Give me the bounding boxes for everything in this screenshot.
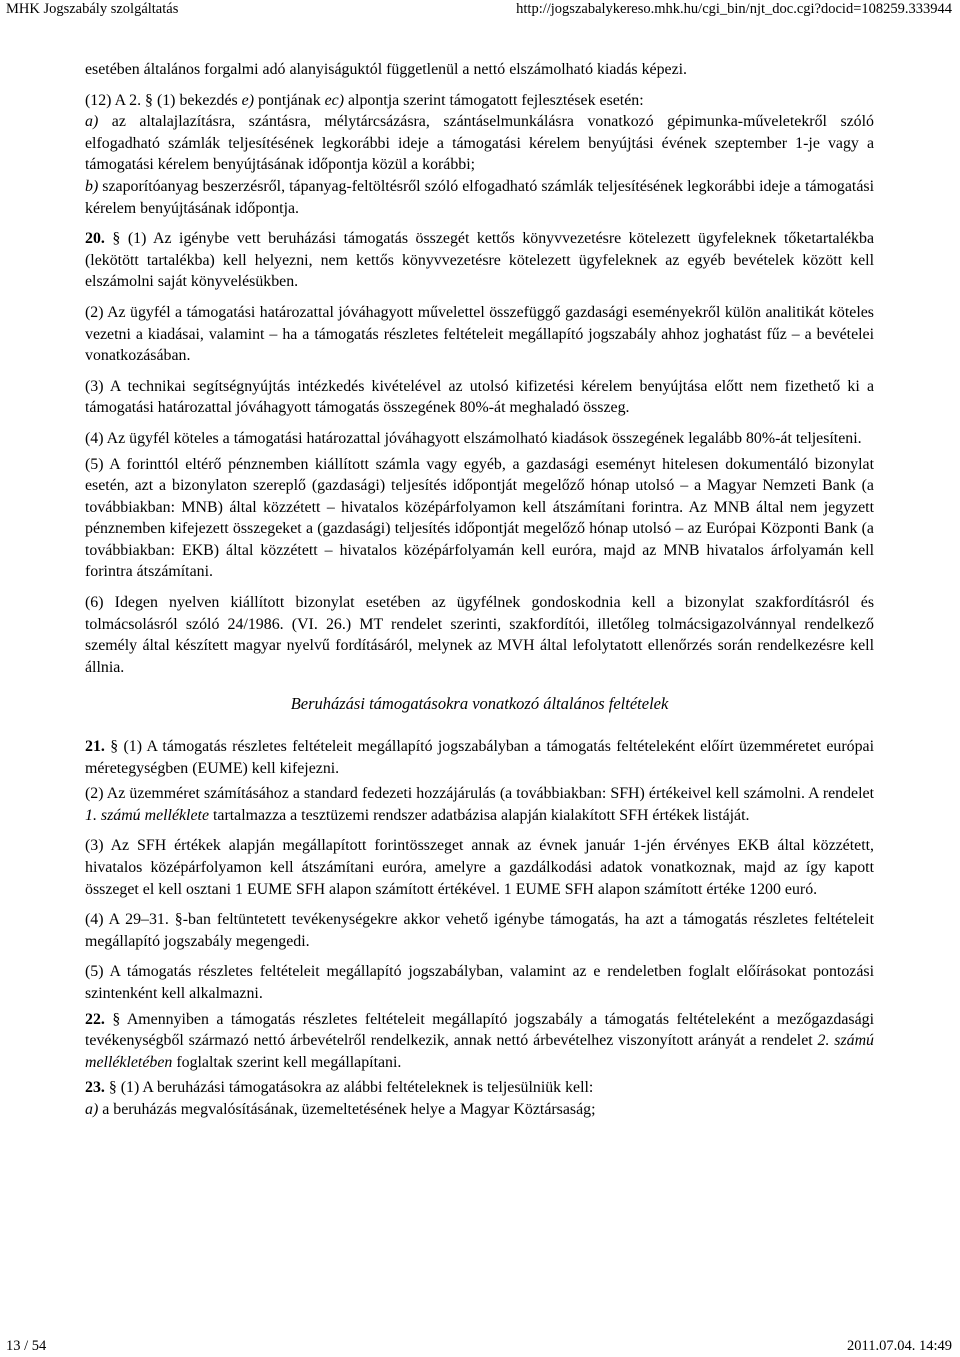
print-datetime: 2011.07.04. 14:49 [847, 1338, 952, 1354]
page-header [0, 0, 960, 24]
page-number: 13 / 54 [6, 1338, 47, 1354]
document-body [85, 59, 874, 1121]
section-number: 20. [85, 230, 105, 248]
annex-reference: 1. számú melléklete [85, 806, 209, 824]
section-number: 21. [85, 738, 105, 756]
paragraph: (5) A forinttól eltérő pénznemben kiállított számla vagy egyéb, a gazdasági eseményt hitelesen dokumentáló bizonylat esetén, azt a bizonylaton szereplő (gazdasági) teljesítés időpontját megelőző hónap utolsó – a Magyar Nemzeti Bank (a továbbiakban: MNB) által közzétett – hivatalos középárfolyamon kell átszámítani forintra. Az MNB által nem jegyzett pénznemben kifejezett összegeket a (gazdasági) teljesítés időpontját megelőző hónap utolsó – az Európai Központi Bank (a továbbiakban: EKB) által közzétett – hivatalos középárfolyamán kell euróra, majd az MNB hivatalos árfolyamán kell forintra átszámítani. [85, 455, 874, 581]
paragraph: (4) Az ügyfél köteles a támogatási határozattal jóváhagyott elszámolható kiadások összegének legalább 80%-át teljesíteni. [85, 429, 862, 447]
paragraph: (2) Az üzemméret számításához a standard fedezeti hozzájárulás (a továbbiakban: SFH) értékeivel kell számolni. A rendelet 1. számú melléklete tartalmazza a tesztüzemi rendszer adatbázisa alapján kialakított SFH értékek listáját. [85, 785, 874, 824]
section-paragraph: 21. § (1) A támogatás részletes feltételeit megállapító jogszabályban a támogatás feltételeként előírt üzemméretet európai méretegységben (EUME) kell kifejezni. [85, 738, 874, 777]
page-footer [0, 1338, 960, 1357]
header-source: MHK Jogszabály szolgáltatás [6, 1, 179, 17]
section-number: 22. [85, 1010, 105, 1028]
paragraph: (2) Az ügyfél a támogatási határozattal jóváhagyott művelettel összefüggő gazdasági eseményekről külön analitikát köteles vezetni a kiadásai, valamint – ha a támogatás részletes feltételeit megállapító jogszabály ahhoz joghatást fűz – a bevételei vonatkozásában. [85, 303, 874, 365]
paragraph: (12) A 2. § (1) bekezdés e) pontjának ec) alpontja szerint támogatott fejlesztések esetén: [85, 91, 644, 109]
section-heading: Beruházási támogatásokra vonatkozó általános feltételek [290, 694, 669, 714]
paragraph: esetében általános forgalmi adó alanyiságuktól függetlenül a nettó elszámolható kiadás képezi. [85, 61, 688, 78]
annex-reference: 2. számú mellékletében [85, 1032, 874, 1071]
paragraph: (5) A támogatás részletes feltételeit megállapító jogszabályban, valamint az e rendeletben foglalt előírásokat pontozási szintenként kell alkalmazni. [85, 963, 874, 1002]
list-item: a) a beruházás megvalósításának, üzemeltetésének helye a Magyar Köztársaság; [85, 1100, 596, 1118]
section-paragraph: 23. § (1) A beruházási támogatásokra az alábbi feltételeknek is teljesülniük kell: [85, 1079, 594, 1097]
paragraph: (3) Az SFH értékek alapján megállapított forintösszeget annak az évnek január 1-jén érvényes EKB által közzétett, hivatalos középárfolyamon kell átszámítani euróra, amelyre a gazdálkodási adatok vonatkoznak, majd az így kapott összeget el kell osztani 1 EUME SFH alapon számított értékével. 1 EUME SFH alapon számított értéke 1200 euró. [85, 837, 874, 898]
list-item: a) az altalajlazításra, szántásra, mélytárcsázásra, szántáselmunkálásra vonatkozó gépimunka-műveletekről szóló elfogadható számlák teljesítésének legkorábbi ideje a támogatási kérelem benyújtási évének szeptember 1-je vagy a támogatási kérelem benyújtásának időpontja közül a korábbi; [85, 113, 874, 174]
paragraph: (6) Idegen nyelven kiállított bizonylat esetében az ügyfélnek gondoskodnia kell a bizonylat szakfordításról és tolmácsolásról szóló 24/1986. (VI. 26.) MT rendelet szerinti, szakfordítói, illetőleg tolmácsigazolvánnyal rendelkező személy által készített magyar nyelvű fordításáról, melynek az MVH által lefolytatott ellenőrzés során rendelkezésre kell állnia. [85, 594, 874, 676]
section-paragraph: 22. § Amennyiben a támogatás részletes feltételeit megállapító jogszabály a támogatás feltételeként a mezőgazdasági tevékenységből származó nettó árbevételről rendelkezik, annak nettó árbevételhez viszonyított arányát a rendelet 2. számú mellékletében foglaltak szerint kell megállapítani. [85, 1010, 874, 1071]
list-item: b) szaporítóanyag beszerzésről, tápanyag-feltöltésről szóló elfogadható számlák teljesítésének legkorábbi ideje a támogatási kérelem benyújtásának időpontja. [85, 177, 874, 217]
paragraph: (3) A technikai segítségnyújtás intézkedés kivételével az utolsó kifizetési kérelem benyújtása előtt nem fizethető ki a támogatási határozattal jóváhagyott támogatás összegének 80%-át meghaladó összeg. [85, 377, 874, 417]
section-number: 23. [85, 1079, 105, 1097]
paragraph: (4) A 29–31. §-ban feltüntetett tevékenységekre akkor vehető igénybe támogatás, ha azt a támogatás részletes feltételeit megállapító jogszabály megengedi. [85, 911, 874, 950]
header-url[interactable]: http://jogszabalykereso.mhk.hu/cgi_bin/njt_doc.cgi?docid=108259.333944 [516, 1, 952, 17]
section-paragraph: 20. § (1) Az igénybe vett beruházási támogatás összegét kettős könyvvezetésre kötelezett ügyfeleknek tőketartalékba (lekötött tartalékba) kell helyezni, nem kettős könyvvezetésre kötelezett ügyfeleknek az egyéb bevételek között kell elszámolni saját könyvelésükben. [85, 230, 874, 291]
